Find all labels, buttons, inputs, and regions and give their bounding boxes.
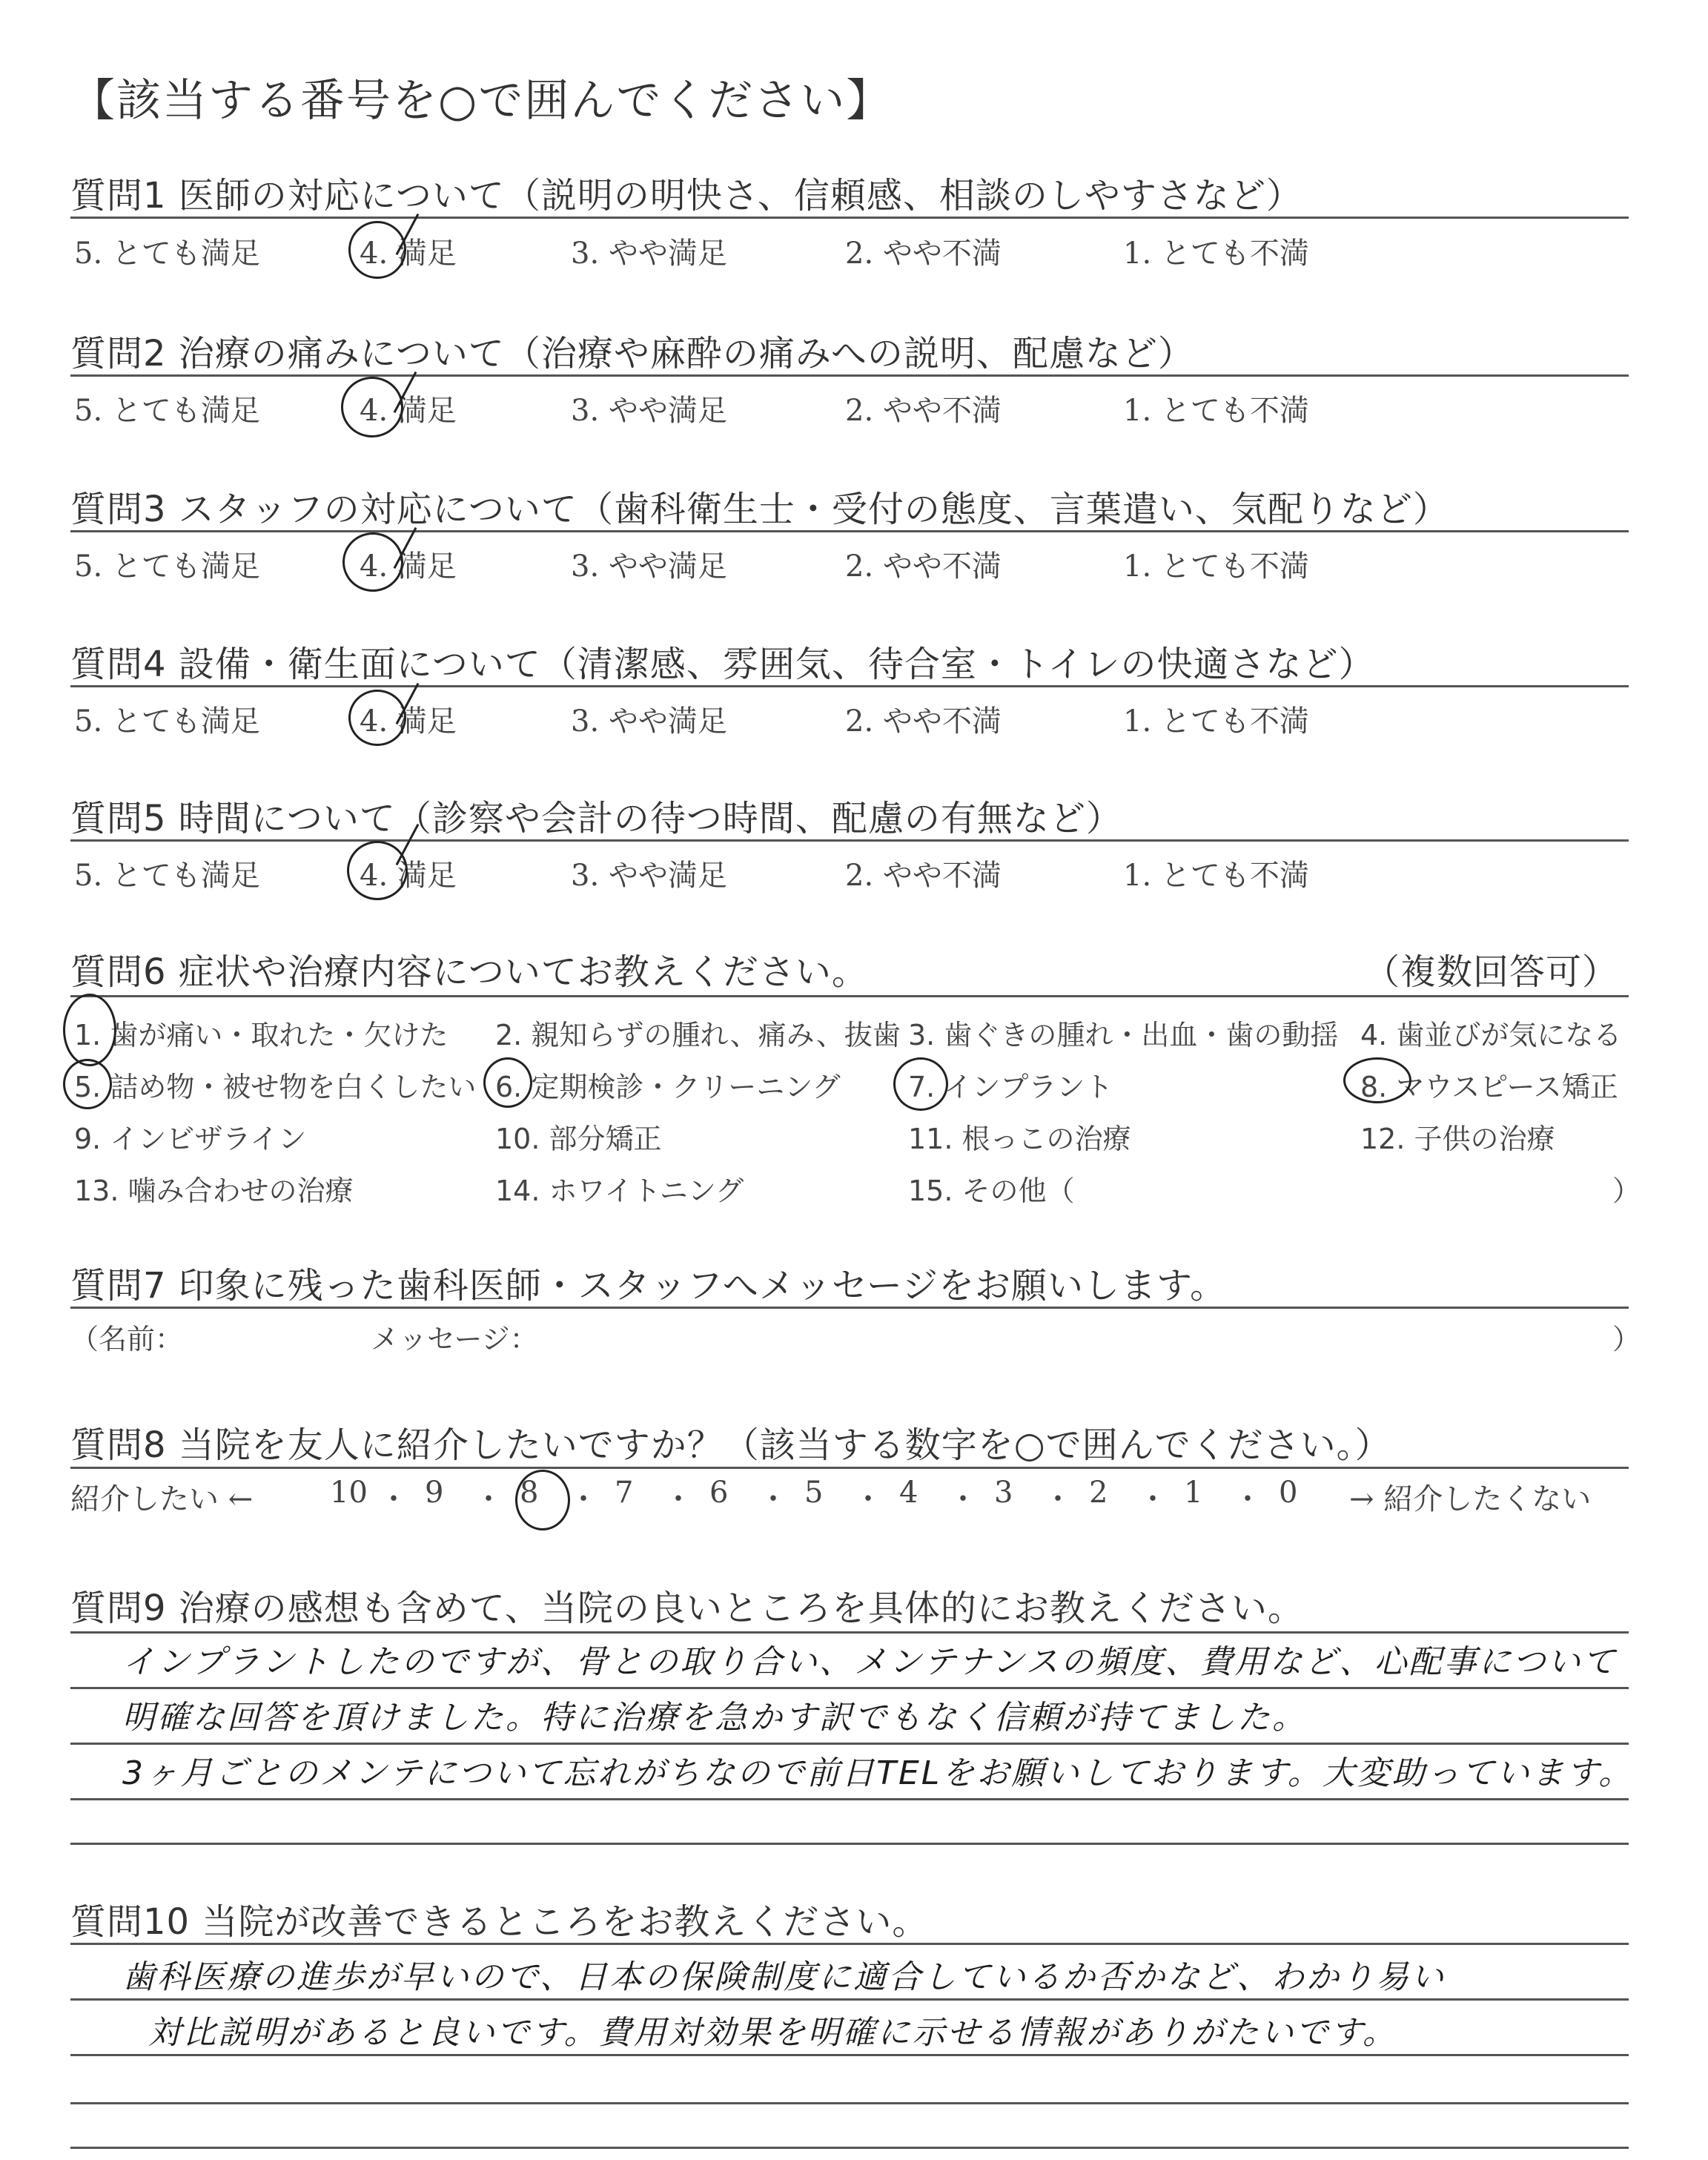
handwritten-answer-line: 3ヶ月ごとのメンテについて忘れがちなので前日TELをお願いしております。大変助っています。: [122, 1754, 1634, 1792]
option-5[interactable]: 5. とても満足: [74, 237, 260, 271]
answer-circle-mark: [63, 1059, 112, 1109]
option-1[interactable]: 1. とても不満: [1123, 237, 1309, 271]
option-5[interactable]: 5. とても満足: [74, 549, 260, 584]
divider: [70, 1307, 1629, 1309]
option-5[interactable]: 5. とても満足: [74, 394, 260, 428]
symptom-option[interactable]: 14. ホワイトニング: [495, 1175, 744, 1207]
scale-value[interactable]: 2: [1089, 1476, 1108, 1510]
divider: [70, 1631, 1629, 1634]
other-close-paren: ）: [1612, 1175, 1641, 1207]
scale-value[interactable]: 0: [1279, 1476, 1298, 1510]
option-4[interactable]: 4. 満足: [360, 237, 457, 271]
symptom-option[interactable]: 11. 根っこの治療: [908, 1123, 1131, 1155]
divider: [70, 217, 1629, 219]
answer-circle-mark: [63, 994, 116, 1066]
option-4[interactable]: 4. 満足: [360, 704, 457, 739]
question-label: 質問3 スタッフの対応について（歯科衛生士・受付の態度、言葉遣い、気配りなど）: [70, 489, 1449, 530]
answer-circle-mark: [893, 1057, 948, 1111]
answer-line: [70, 2102, 1629, 2104]
question-label: 質問2 治療の痛みについて（治療や麻酔の痛みへの説明、配慮など）: [70, 333, 1194, 374]
symptom-option[interactable]: 7. インプラント: [908, 1071, 1113, 1103]
answer-line: [70, 1843, 1629, 1845]
scale-value[interactable]: 7: [615, 1476, 634, 1510]
handwritten-answer-line: 明確な回答を頂けました。特に治療を急かす訳でもなく信頼が持てました。: [122, 1699, 1307, 1737]
symptom-option[interactable]: 4. 歯並びが気になる: [1360, 1019, 1622, 1051]
symptom-option[interactable]: 8. マウスピース矯正: [1360, 1071, 1618, 1103]
scale-separator: ・: [1138, 1482, 1168, 1516]
name-label: （名前：: [70, 1323, 184, 1355]
question-label: 質問10 当院が改善できるところをお教えください。: [70, 1901, 929, 1943]
symptom-option[interactable]: 2. 親知らずの腫れ、痛み、抜歯: [495, 1019, 901, 1051]
option-4[interactable]: 4. 満足: [360, 859, 457, 893]
option-3[interactable]: 3. やや満足: [571, 237, 727, 271]
answer-circle-mark: [1343, 1057, 1411, 1103]
scale-separator: ・: [569, 1482, 598, 1516]
option-3[interactable]: 3. やや満足: [571, 549, 727, 584]
handwritten-answer-line: インプラントしたのですが、骨との取り合い、メンテナンスの頻度、費用など、心配事について: [122, 1643, 1618, 1681]
scale-separator: ・: [474, 1482, 503, 1516]
scale-separator: ・: [758, 1482, 788, 1516]
option-1[interactable]: 1. とても不満: [1123, 549, 1309, 584]
option-3[interactable]: 3. やや満足: [571, 704, 727, 739]
option-2[interactable]: 2. やや不満: [845, 704, 1002, 739]
scale-value[interactable]: 8: [520, 1476, 539, 1510]
option-2[interactable]: 2. やや不満: [845, 859, 1002, 893]
option-2[interactable]: 2. やや不満: [845, 549, 1002, 584]
question-label: 質問6 症状や治療内容についてお教えください。: [70, 951, 868, 993]
question-label: 質問9 治療の感想も含めて、当院の良いところを具体的にお教えください。: [70, 1588, 1304, 1629]
option-4[interactable]: 4. 満足: [360, 394, 457, 428]
option-1[interactable]: 1. とても不満: [1123, 859, 1309, 893]
scale-value[interactable]: 9: [425, 1476, 444, 1510]
option-2[interactable]: 2. やや不満: [845, 394, 1002, 428]
multiple-answer-note: （複数回答可）: [1364, 951, 1619, 993]
option-5[interactable]: 5. とても満足: [74, 859, 260, 893]
scale-value[interactable]: 1: [1184, 1476, 1203, 1510]
scale-value[interactable]: 5: [804, 1476, 824, 1510]
answer-line: [70, 2147, 1629, 2149]
symptom-option[interactable]: 15. その他（: [908, 1175, 1075, 1207]
divider: [70, 839, 1629, 842]
divider: [70, 685, 1629, 687]
answer-line: [70, 1998, 1629, 2001]
symptom-option[interactable]: 10. 部分矯正: [495, 1123, 662, 1155]
scale-right-label: → 紹介したくない: [1349, 1482, 1592, 1516]
symptom-option[interactable]: 13. 噛み合わせの治療: [74, 1175, 354, 1207]
scale-separator: ・: [663, 1482, 693, 1516]
handwritten-answer-line: 対比説明があると良いです。費用対効果を明確に示せる情報がありがたいです。: [148, 2014, 1397, 2052]
message-label: メッセージ：: [371, 1323, 538, 1355]
symptom-option[interactable]: 1. 歯が痛い・取れた・欠けた: [74, 1019, 448, 1051]
scale-separator: ・: [1233, 1482, 1262, 1516]
message-close-paren: ）: [1612, 1323, 1641, 1355]
symptom-option[interactable]: 5. 詰め物・被せ物を白くしたい: [74, 1071, 477, 1103]
scale-separator: ・: [379, 1482, 408, 1516]
handwritten-answer-line: 歯科医療の進歩が早いので、日本の保険制度に適合しているか否かなど、わかり易い: [122, 1958, 1446, 1996]
question-label: 質問7 印象に残った歯科医師・スタッフへメッセージをお願いします。: [70, 1265, 1227, 1307]
symptom-option[interactable]: 12. 子供の治療: [1360, 1123, 1555, 1155]
divider: [70, 374, 1629, 377]
answer-circle-mark: [515, 1470, 570, 1530]
scale-separator: ・: [853, 1482, 883, 1516]
question-label: 質問4 設備・衛生面について（清潔感、雰囲気、待合室・トイレの快適さなど）: [70, 644, 1375, 685]
answer-line: [70, 1687, 1629, 1689]
option-5[interactable]: 5. とても満足: [74, 704, 260, 739]
option-3[interactable]: 3. やや満足: [571, 394, 727, 428]
scale-separator: ・: [948, 1482, 978, 1516]
question-label: 質問5 時間について（診察や会計の待つ時間、配慮の有無など）: [70, 798, 1122, 839]
answer-circle-mark: [341, 377, 403, 437]
option-1[interactable]: 1. とても不満: [1123, 394, 1309, 428]
divider: [70, 1943, 1629, 1945]
option-3[interactable]: 3. やや満足: [571, 859, 727, 893]
page-heading: 【該当する番号を○で囲んでください】: [70, 75, 893, 127]
scale-value[interactable]: 10: [330, 1476, 368, 1510]
option-4[interactable]: 4. 満足: [360, 549, 457, 584]
answer-line: [70, 2054, 1629, 2056]
question-label: 質問1 医師の対応について（説明の明快さ、信頼感、相談のしやすさなど）: [70, 175, 1302, 217]
question-label: 質問8 当院を友人に紹介したいですか？（該当する数字を○で囲んでください。）: [70, 1424, 1391, 1466]
symptom-option[interactable]: 9. インビザライン: [74, 1123, 307, 1155]
answer-line: [70, 1743, 1629, 1745]
option-1[interactable]: 1. とても不満: [1123, 704, 1309, 739]
answer-line: [70, 1798, 1629, 1800]
scale-left-label: 紹介したい ←: [70, 1482, 254, 1516]
scale-value[interactable]: 3: [994, 1476, 1013, 1510]
scale-value[interactable]: 6: [709, 1476, 729, 1510]
symptom-option[interactable]: 6. 定期検診・クリーニング: [495, 1071, 841, 1103]
symptom-option[interactable]: 3. 歯ぐきの腫れ・出血・歯の動揺: [908, 1019, 1339, 1051]
divider: [70, 995, 1629, 997]
divider: [70, 1467, 1629, 1469]
answer-circle-mark: [342, 532, 403, 592]
scale-value[interactable]: 4: [899, 1476, 918, 1510]
scale-separator: ・: [1043, 1482, 1073, 1516]
answer-circle-mark: [347, 841, 408, 900]
divider: [70, 530, 1629, 532]
option-2[interactable]: 2. やや不満: [845, 237, 1002, 271]
answer-circle-mark: [483, 1057, 532, 1108]
